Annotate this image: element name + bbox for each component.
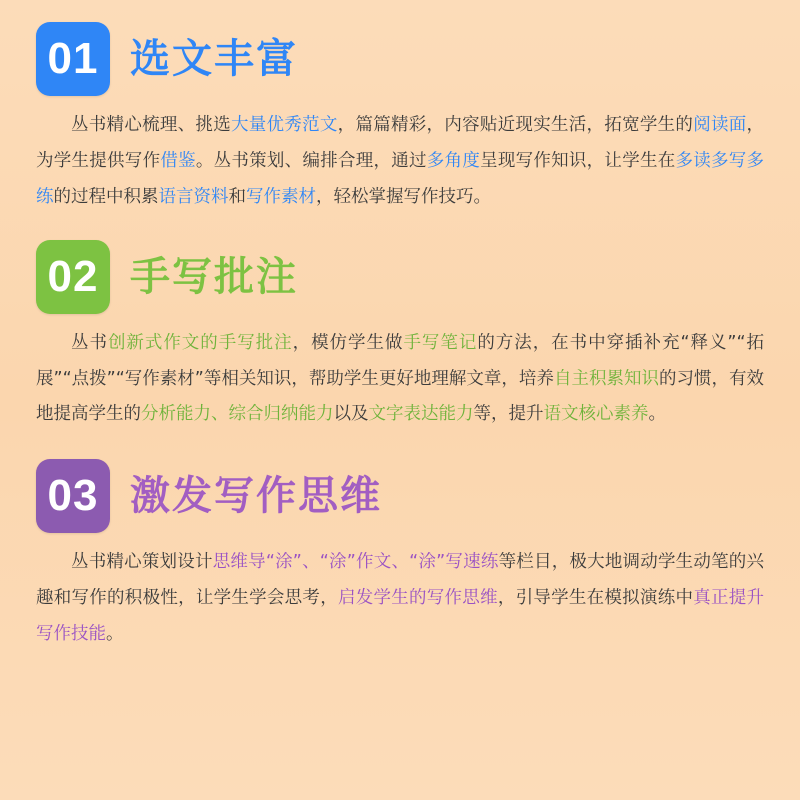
section-spacer [36,439,764,455]
section-03-number-badge: 03 [36,459,110,533]
section-02 [36,236,764,434]
section-01-paragraph [36,108,764,216]
text-run: ，为学生提供写作 [36,115,765,171]
text-run-highlight: 语言资料 [158,186,229,207]
text-run-highlight: 手写笔记 [403,332,478,353]
text-run-highlight: 手写批注 [218,332,293,353]
section-02-number-badge: 02 [36,240,110,314]
text-run-highlight: 语文核心素养 [543,404,649,425]
text-run: 以及 [333,404,369,425]
section-spacer [36,222,764,236]
text-run: 的过程中积累 [53,186,159,207]
text-run-highlight: 借鉴 [160,150,196,171]
text-run-highlight: 多角度 [426,150,481,171]
section-01-number-badge: 01 [36,22,110,96]
text-run: ，篇篇精彩，内容贴近现实生活，拓宽学生的 [337,115,694,135]
text-run-highlight: 分析能力、综合归纳能力 [141,404,334,425]
section-02-title: 手写批注 [130,253,298,300]
text-run: 和 [228,186,246,207]
section-03-title: 激发写作思维 [130,473,382,520]
text-run-highlight: 多读多写多练 [36,150,765,207]
section-01-header [36,18,764,100]
text-run: ，模仿学生做 [292,332,404,353]
text-run: ，轻松掌握写作技巧。 [316,186,491,207]
text-run: 丛书精心策划设计 [71,552,213,573]
text-run-highlight: 真正提升写作技能 [36,588,765,644]
text-run: 。丛书策划、编排合理，通过 [195,150,427,171]
section-03-header [36,455,764,537]
text-run: 等，提升 [473,404,544,425]
text-run: 丛书精心梳理、挑选 [71,115,231,135]
text-run: 等栏目，极大地调动学生动笔的兴趣和写作的积极性，让学生学会思考， [36,552,765,609]
text-run-highlight: 创新式作文的 [107,332,219,353]
text-run-highlight: 阅读面 [693,115,747,135]
text-run-highlight: 写作素材 [246,186,316,207]
text-run: 。 [648,404,666,425]
text-run: 的习惯，有效地提高学生的 [36,368,765,425]
text-run-highlight: 自主积累知识 [553,368,659,389]
section-02-paragraph [36,326,764,434]
text-run: ，引导学生在模拟演练中 [497,588,694,609]
text-run: 。 [106,624,124,644]
section-03-paragraph [36,545,764,653]
section-01 [36,18,764,216]
text-run: 呈现写作知识，让学生在 [480,150,676,171]
section-02-header [36,236,764,318]
text-run-highlight: 思维导“涂”、“涂”作文、“涂”写速练 [212,552,499,573]
section-01-title: 选文丰富 [130,36,298,82]
text-run: 丛书 [71,332,108,353]
section-03 [36,455,764,653]
text-run: 的方法，在书中穿插补充“释义”“拓展”“点拨”“写作素材”等相关知识，帮助学生更好地理解文章，培养 [36,332,765,389]
text-run-highlight: 大量优秀范文 [231,115,338,135]
text-run-highlight: 启发学生的写作思维 [337,588,498,609]
text-run-highlight: 文字表达能力 [368,404,474,425]
